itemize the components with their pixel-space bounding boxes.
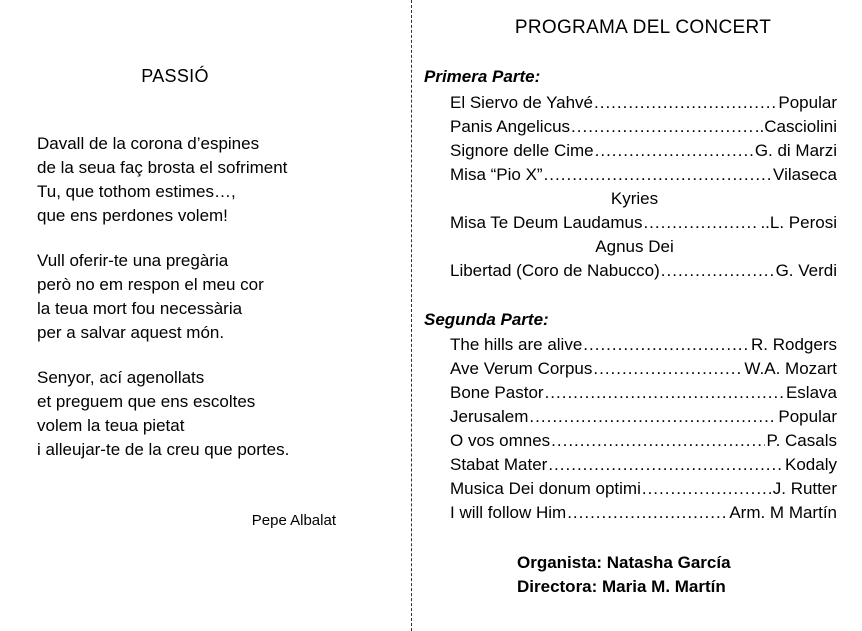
piece-title: El Siervo de Yahvé bbox=[450, 93, 594, 112]
poem-line: Davall de la corona d’espines bbox=[37, 134, 260, 153]
poem-author: Pepe Albalat bbox=[251, 512, 336, 529]
part-1-title: Primera Parte: bbox=[424, 67, 541, 86]
poem-title: PASSIÓ bbox=[141, 66, 209, 86]
piece-title: Signore delle Cime bbox=[450, 141, 594, 160]
piece-composer: Vilaseca bbox=[773, 165, 837, 184]
poem-line: Senyor, ací agenollats bbox=[37, 368, 205, 387]
piece-title: Panis Angelicus bbox=[450, 117, 571, 136]
part-2-title: Segunda Parte: bbox=[424, 310, 549, 329]
leader-dots bbox=[642, 477, 772, 501]
poem-line: de la seua faç brosta el sofriment bbox=[37, 158, 288, 177]
leader-dots bbox=[551, 429, 765, 453]
stanza-3 bbox=[37, 366, 397, 462]
piece-title: Misa Te Deum Laudamus bbox=[450, 213, 643, 232]
poem-line: et preguem que ens escoltes bbox=[37, 392, 256, 411]
piece-composer: ..L. Perosi bbox=[760, 213, 837, 232]
part-1-list bbox=[450, 91, 837, 283]
organist-credit: Organista: Natasha García bbox=[517, 553, 731, 572]
leader-dots bbox=[595, 139, 754, 163]
leader-dots bbox=[548, 453, 784, 477]
piece-composer: G. di Marzi bbox=[754, 141, 837, 160]
piece-composer: Kodaly bbox=[785, 455, 837, 474]
piece-title: Bone Pastor bbox=[450, 383, 544, 402]
piece-composer: Arm. M Martín bbox=[729, 503, 837, 522]
piece-title: The hills are alive bbox=[450, 335, 583, 354]
poem-panel bbox=[0, 0, 411, 631]
program-item bbox=[450, 381, 837, 405]
piece-composer: R. Rodgers bbox=[751, 335, 837, 354]
stanza-1 bbox=[37, 132, 397, 228]
leader-dots bbox=[661, 259, 775, 283]
program-item bbox=[450, 211, 837, 235]
leader-dots bbox=[593, 357, 743, 381]
leader-dots bbox=[594, 91, 777, 115]
program-title: PROGRAMA DEL CONCERT bbox=[514, 17, 772, 38]
poem-line: Vull oferir-te una pregària bbox=[37, 251, 229, 270]
leader-dots bbox=[545, 381, 785, 405]
poem-line: per a salvar aquest món. bbox=[37, 323, 225, 342]
piece-title: Misa “Pio X” bbox=[450, 165, 543, 184]
part-2-list bbox=[450, 333, 837, 525]
program-item bbox=[450, 259, 837, 283]
piece-subtitle: Kyries bbox=[610, 189, 659, 208]
program-item bbox=[450, 139, 837, 163]
program-item bbox=[450, 501, 837, 525]
piece-composer: P. Casals bbox=[766, 431, 837, 450]
poem-line: volem la teua pietat bbox=[37, 416, 185, 435]
poem-line: però no em respon el meu cor bbox=[37, 275, 264, 294]
piece-composer: ..Casciolini bbox=[754, 117, 837, 136]
piece-subtitle: Agnus Dei bbox=[595, 237, 674, 256]
leader-dots bbox=[583, 333, 750, 357]
leader-dots bbox=[529, 405, 777, 429]
program-item bbox=[450, 453, 837, 477]
program-item bbox=[450, 333, 837, 357]
program-panel bbox=[412, 0, 862, 631]
poem-line: i alleujar-te de la creu que portes. bbox=[37, 440, 290, 459]
program-item bbox=[450, 477, 837, 501]
piece-title: Musica Dei donum optimi bbox=[450, 479, 641, 498]
program-item bbox=[450, 405, 837, 429]
stanza-2 bbox=[37, 249, 397, 345]
program-item bbox=[450, 91, 837, 115]
program-item bbox=[450, 429, 837, 453]
leader-dots bbox=[643, 211, 759, 235]
piece-title: Ave Verum Corpus bbox=[450, 359, 593, 378]
piece-composer: J. Rutter bbox=[772, 479, 837, 498]
poem-line: que ens perdones volem! bbox=[37, 206, 228, 225]
leader-dots bbox=[544, 163, 772, 187]
program-item bbox=[450, 163, 837, 187]
piece-title: I will follow Him bbox=[450, 503, 567, 522]
piece-title: Libertad (Coro de Nabucco) bbox=[450, 261, 660, 280]
poem-line: Tu, que tothom estimes…, bbox=[37, 182, 236, 201]
director-credit: Directora: Maria M. Martín bbox=[517, 577, 726, 596]
piece-composer: Eslava bbox=[785, 383, 837, 402]
piece-title: Jerusalem bbox=[450, 407, 529, 426]
piece-composer: G. Verdi bbox=[775, 261, 837, 280]
piece-title: Stabat Mater bbox=[450, 455, 548, 474]
piece-title: O vos omnes bbox=[450, 431, 551, 450]
poem-line: la teua mort fou necessària bbox=[37, 299, 243, 318]
leader-dots bbox=[567, 501, 728, 525]
piece-composer: Popular bbox=[778, 93, 837, 112]
program-item bbox=[450, 357, 837, 381]
leader-dots bbox=[571, 115, 754, 139]
piece-composer: W.A. Mozart bbox=[744, 359, 837, 378]
credits bbox=[517, 551, 731, 599]
piece-composer: Popular bbox=[778, 407, 837, 426]
program-item bbox=[450, 115, 837, 139]
